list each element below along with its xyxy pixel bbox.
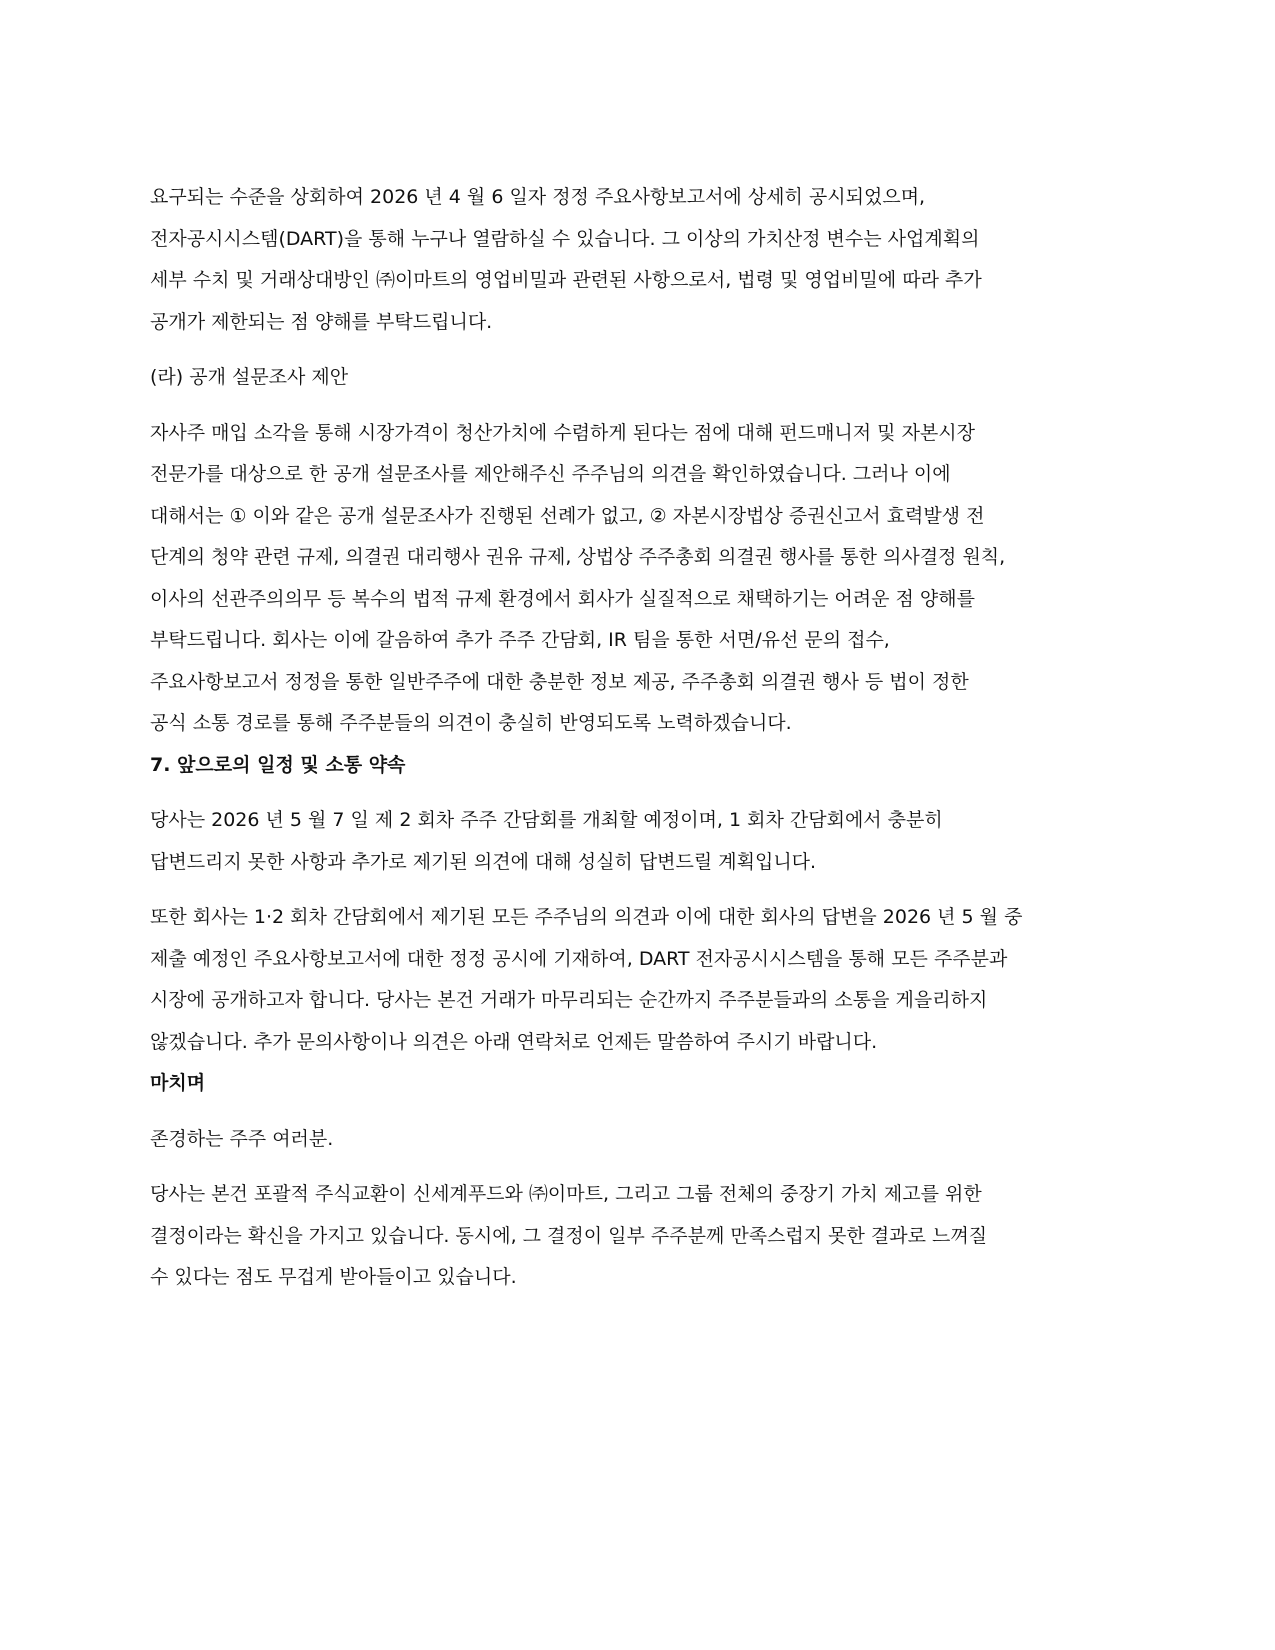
text-line: 존경하는 주주 여러분. — [150, 1127, 334, 1150]
subheading-survey: (라) 공개 설문조사 제안 — [150, 366, 349, 388]
paragraph-disclosure-plan — [150, 897, 1130, 1063]
text-line: 수 있다는 점도 무겁게 받아들이고 있습니다. — [150, 1266, 517, 1288]
text-line: 단계의 청약 관련 규제, 의결권 대리행사 권유 규제, 상법상 주주총회 의결권 행사를 통한 의사결정 원칙, — [150, 546, 1006, 568]
text-line: 제출 예정인 주요사항보고서에 대한 정정 공시에 기재하여, DART 전자공시시스템을 통해 모든 주주분과 — [150, 947, 1008, 970]
section-heading-schedule: 7. 앞으로의 일정 및 소통 약속 — [150, 753, 406, 776]
paragraph-greeting — [150, 1119, 1130, 1161]
text-line: 공개가 제한되는 점 양해를 부탁드립니다. — [150, 310, 493, 333]
section-heading-closing: 마치며 — [150, 1072, 206, 1094]
text-line: 전자공시시스템(DART)을 통해 누구나 열람하실 수 있습니다. 그 이상의 가치산정 변수는 사업계획의 — [150, 227, 980, 250]
paragraph-schedule — [150, 800, 1130, 883]
paragraph-disclosure — [150, 177, 1130, 343]
text-line: 시장에 공개하고자 합니다. 당사는 본건 거래가 마무리되는 순간까지 주주분들과의 소통을 게을리하지 — [150, 989, 988, 1011]
paragraph-survey — [150, 413, 1130, 745]
text-line: 세부 수치 및 거래상대방인 ㈜이마트의 영업비밀과 관련된 사항으로서, 법령 및 영업비밀에 따라 추가 — [150, 269, 982, 291]
document-page — [150, 177, 1130, 1299]
text-line: 요구되는 수준을 상회하여 2026 년 4 월 6 일자 정정 주요사항보고서에 상세히 공시되었으며, — [150, 186, 926, 208]
text-line: 주요사항보고서 정정을 통한 일반주주에 대한 충분한 정보 제공, 주주총회 의결권 행사 등 법이 정한 — [150, 670, 969, 693]
text-line: 답변드리지 못한 사항과 추가로 제기된 의견에 대해 성실히 답변드릴 계획입니다. — [150, 850, 817, 873]
text-line: 당사는 2026 년 5 월 7 일 제 2 회차 주주 간담회를 개최할 예정이며, 1 회차 간담회에서 충분히 — [150, 809, 943, 831]
text-line: 않겠습니다. 추가 문의사항이나 의견은 아래 연락처로 언제든 말씀하여 주시기 바랍니다. — [150, 1030, 878, 1053]
text-line: 부탁드립니다. 회사는 이에 갈음하여 추가 주주 간담회, IR 팀을 통한 서면/유선 문의 접수, — [150, 629, 890, 651]
text-line: 당사는 본건 포괄적 주식교환이 신세계푸드와 ㈜이마트, 그리고 그룹 전체의 중장기 가치 제고를 위한 — [150, 1183, 982, 1205]
text-line: 전문가를 대상으로 한 공개 설문조사를 제안해주신 주주님의 의견을 확인하였습니다. 그러나 이에 — [150, 463, 951, 485]
text-line: 자사주 매입 소각을 통해 시장가격이 청산가치에 수렴하게 된다는 점에 대해 펀드매니저 및 자본시장 — [150, 421, 975, 444]
text-line: 결정이라는 확신을 가지고 있습니다. 동시에, 그 결정이 일부 주주분께 만족스럽지 못한 결과로 느껴질 — [150, 1224, 988, 1247]
paragraph-closing — [150, 1174, 1130, 1299]
text-line: 이사의 선관주의의무 등 복수의 법적 규제 환경에서 회사가 실질적으로 채택하기는 어려운 점 양해를 — [150, 587, 975, 610]
text-line: 또한 회사는 1·2 회차 간담회에서 제기된 모든 주주님의 의견과 이에 대한 회사의 답변을 2026 년 5 월 중 — [150, 906, 1023, 928]
text-line: 공식 소통 경로를 통해 주주분들의 의견이 충실히 반영되도록 노력하겠습니다. — [150, 712, 792, 734]
text-line: 대해서는 ① 이와 같은 공개 설문조사가 진행된 선례가 없고, ② 자본시장법상 증권신고서 효력발생 전 — [150, 504, 985, 527]
